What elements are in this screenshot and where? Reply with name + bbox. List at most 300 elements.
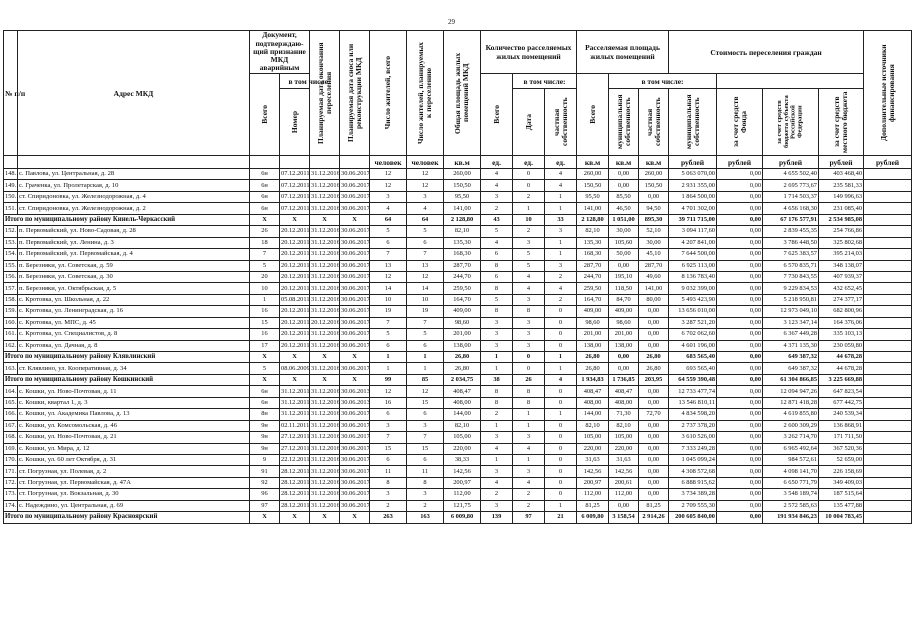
table-cell: 85 (407, 374, 444, 385)
table-cell: 30.06.2017 (340, 477, 370, 488)
address-cell: ст. Погрузная, ул. Полевая, д. 2 (18, 466, 250, 477)
table-cell: 287,70 (639, 260, 669, 271)
table-cell: 9 032 399,00 (669, 283, 717, 294)
table-cell: 0,00 (717, 226, 763, 237)
cost-total-header: Всего (587, 105, 597, 124)
table-row (4, 283, 912, 294)
table-cell: 3 (481, 340, 513, 351)
unit-cell (18, 156, 250, 169)
table-row (4, 397, 912, 408)
table-cell: 26,80 (444, 352, 481, 363)
table-cell: 0,00 (609, 500, 639, 511)
table-cell: 0,00 (717, 363, 763, 374)
table-cell: 0,00 (717, 443, 763, 454)
table-cell: 12 (370, 169, 407, 180)
count-private-header: частная собственность (551, 97, 569, 147)
area-total-header: Всего (491, 105, 501, 124)
table-cell: 6 (407, 454, 444, 465)
table-cell: 144,00 (577, 409, 609, 420)
table-cell: 31.12.2016 (310, 283, 340, 294)
table-cell: 3 (481, 329, 513, 340)
table-cell: 1 (545, 352, 577, 363)
table-cell: 05.08.2011 (280, 294, 310, 305)
table-cell: 12 (370, 386, 407, 397)
table-cell: 8 (481, 386, 513, 397)
table-cell: 43 (481, 214, 513, 225)
table-cell: 6 009,80 (577, 512, 609, 523)
table-cell: 348 138,07 (819, 260, 864, 271)
table-cell: 14 (370, 283, 407, 294)
table-cell: X (340, 374, 370, 385)
table-cell: 408,47 (577, 386, 609, 397)
table-cell: 3 (481, 317, 513, 328)
address-cell: с. Кротовка, ул. Ленинградская, д. 16 (18, 306, 250, 317)
table-cell: 50,00 (609, 249, 639, 260)
table-cell: 3 (513, 329, 545, 340)
table-cell: 150,50 (577, 180, 609, 191)
table-cell: 0,00 (717, 500, 763, 511)
table-cell (864, 226, 912, 237)
table-cell: 10 (250, 283, 280, 294)
table-cell: 6 888 915,62 (669, 477, 717, 488)
unit-cell: кв.м (609, 156, 639, 169)
table-cell: 0,00 (609, 180, 639, 191)
table-cell: 11 (370, 466, 407, 477)
table-cell: 1 (545, 249, 577, 260)
table-cell: 91 (250, 466, 280, 477)
table-cell: 80,00 (639, 294, 669, 305)
row-number-cell: 158. (4, 294, 18, 305)
table-cell: 64 (407, 214, 444, 225)
table-cell (864, 169, 912, 180)
table-cell: 4 (545, 169, 577, 180)
table-cell: 142,56 (577, 466, 609, 477)
table-cell: 30.06.2017 (340, 283, 370, 294)
table-cell: 3 (370, 489, 407, 500)
table-cell (864, 500, 912, 511)
table-cell (864, 329, 912, 340)
row-number-cell: 164. (4, 386, 18, 397)
table-cell: 64 559 390,48 (669, 374, 717, 385)
table-cell: 7 730 843,55 (763, 271, 819, 282)
table-cell: 31.12.2016 (310, 500, 340, 511)
table-cell: 31.12.2016 (310, 237, 340, 248)
table-cell: 5 (250, 363, 280, 374)
table-cell: 164,70 (577, 294, 609, 305)
row-number-cell: 156. (4, 271, 18, 282)
table-cell: 5 (370, 226, 407, 237)
table-row (4, 329, 912, 340)
table-cell: 07.12.2011 (280, 203, 310, 214)
table-cell: 30.06.2017 (340, 237, 370, 248)
table-cell: 20.12.2016 (310, 317, 340, 328)
table-cell: 30.06.2017 (340, 169, 370, 180)
table-cell: 4 656 168,30 (763, 203, 819, 214)
table-cell: 19 (370, 306, 407, 317)
table-cell: 22.12.2011 (280, 454, 310, 465)
address-cell: п. Первомайский, ул. Ново-Садовая, д. 28 (18, 226, 250, 237)
table-cell (864, 283, 912, 294)
table-cell: 408,00 (577, 397, 609, 408)
row-number-cell: 167. (4, 420, 18, 431)
table-cell: 0,00 (717, 409, 763, 420)
row-number-cell: 161. (4, 329, 18, 340)
address-cell: с. Кошки, ул. Академика Павлова, д. 13 (18, 409, 250, 420)
table-cell: 30.06.2017 (340, 409, 370, 420)
row-number-cell: 159. (4, 306, 18, 317)
table-cell: 15 (407, 397, 444, 408)
table-cell: 4 834 598,20 (669, 409, 717, 420)
table-cell: 0,00 (639, 466, 669, 477)
table-cell: 3 123 347,14 (763, 317, 819, 328)
table-cell: 0 (545, 443, 577, 454)
table-cell: 3 (481, 500, 513, 511)
table-cell: 2 914,26 (639, 512, 669, 523)
table-cell: 3 (407, 191, 444, 202)
unit-cell: человек (370, 156, 407, 169)
table-cell: 1 (407, 363, 444, 374)
table-cell: 31.12.2011 (280, 386, 310, 397)
table-cell: 200,97 (577, 477, 609, 488)
table-cell: 2 (513, 226, 545, 237)
table-cell: 231 085,40 (819, 203, 864, 214)
table-cell: 31.12.2016 (310, 329, 340, 340)
table-cell: 1 (513, 203, 545, 214)
table-cell: 0,00 (717, 329, 763, 340)
table-cell: 0,00 (639, 306, 669, 317)
table-cell: 26,80 (639, 363, 669, 374)
table-cell (864, 409, 912, 420)
table-cell: 02.11.2011 (280, 420, 310, 431)
table-cell: 4 (545, 180, 577, 191)
table-cell: 254 766,86 (819, 226, 864, 237)
table-cell: 12 094 947,26 (763, 386, 819, 397)
table-cell: 141,00 (444, 203, 481, 214)
table-cell: 0,00 (717, 271, 763, 282)
table-cell: 3 (481, 466, 513, 477)
table-cell: 2 839 455,35 (763, 226, 819, 237)
table-cell: 112,00 (444, 489, 481, 500)
table-cell: 0,00 (717, 169, 763, 180)
address-cell: с. Кошки, ул. Ново-Почтовая, д. 11 (18, 386, 250, 397)
table-cell: 19 (407, 306, 444, 317)
table-cell: 0 (545, 329, 577, 340)
table-cell: 0,00 (717, 294, 763, 305)
address-cell: ст. Клявлино, ул. Кооперативная, д. 34 (18, 363, 250, 374)
table-cell: 0 (545, 466, 577, 477)
table-cell: 4 371 135,30 (763, 340, 819, 351)
table-cell: 28.12.2011 (280, 489, 310, 500)
table-cell: 21 (545, 512, 577, 523)
table-cell: 2 (370, 500, 407, 511)
table-cell (864, 512, 912, 523)
table-cell: 94,50 (639, 203, 669, 214)
resettlement-table (3, 30, 912, 524)
table-cell (864, 352, 912, 363)
unit-cell: человек (407, 156, 444, 169)
table-cell: 4 (545, 374, 577, 385)
table-cell: 92 (250, 477, 280, 488)
table-cell: 112,00 (577, 489, 609, 500)
row-number-cell: 155. (4, 260, 18, 271)
table-cell: 6 (481, 271, 513, 282)
table-row (4, 271, 912, 282)
address-cell: п. Березняки, ул. Советская, д. 30 (18, 271, 250, 282)
table-cell: 82,10 (444, 420, 481, 431)
group-count-header: Количество расселяемых жилых помещений (481, 31, 577, 74)
table-cell: 144,00 (444, 409, 481, 420)
table-cell: 263 (370, 512, 407, 523)
table-cell: 0,00 (639, 317, 669, 328)
table-cell: 6 (481, 249, 513, 260)
col-residents-header: Число жителей, всего (383, 56, 393, 130)
table-cell: 649 387,32 (763, 352, 819, 363)
table-cell: 0 (513, 352, 545, 363)
table-cell: 0 (545, 340, 577, 351)
section-total-label: Итого по муниципальному району Кинель-Черкасский (4, 214, 250, 225)
table-cell: 0,00 (639, 432, 669, 443)
table-cell: 3 (370, 191, 407, 202)
table-cell: 31.12.2016 (310, 226, 340, 237)
table-cell: 138,00 (609, 340, 639, 351)
table-row (4, 169, 912, 180)
col-document-header: Документ, подтверждаю-щий признание МКД аварийным (250, 31, 310, 74)
table-cell: 12 (407, 169, 444, 180)
table-cell: 200,61 (609, 477, 639, 488)
table-cell: 26,80 (444, 363, 481, 374)
table-cell: 432 652,45 (819, 283, 864, 294)
table-cell: 135,30 (444, 237, 481, 248)
table-cell: 7 (407, 432, 444, 443)
table-cell: X (280, 214, 310, 225)
table-row (4, 386, 912, 397)
table-cell: 1 (481, 420, 513, 431)
table-cell: X (340, 512, 370, 523)
table-cell: 408,00 (609, 397, 639, 408)
table-cell: 226 158,69 (819, 466, 864, 477)
table-cell: 0 (545, 397, 577, 408)
table-cell: 0,00 (717, 477, 763, 488)
table-cell: 28.12.2011 (280, 477, 310, 488)
section-total-label: Итого по муниципальному району Красноярский (4, 512, 250, 523)
table-cell: 9 229 834,53 (763, 283, 819, 294)
table-cell: 287,70 (444, 260, 481, 271)
table-cell: 0,00 (609, 352, 639, 363)
table-cell: 0,00 (639, 397, 669, 408)
table-cell: 8 (481, 306, 513, 317)
table-cell: 30.06.2017 (340, 249, 370, 260)
table-cell: 12 871 418,28 (763, 397, 819, 408)
table-cell: 98,60 (609, 317, 639, 328)
table-cell: 259,50 (577, 283, 609, 294)
table-cell: 2 572 585,63 (763, 500, 819, 511)
table-cell: 3 (545, 226, 577, 237)
unit-cell: кв.м (639, 156, 669, 169)
table-cell: 6 (407, 409, 444, 420)
table-cell: 4 (513, 271, 545, 282)
table-cell: 7 644 500,00 (669, 249, 717, 260)
row-number-cell: 162. (4, 340, 18, 351)
table-cell: 15 (370, 443, 407, 454)
table-cell: 9н (250, 420, 280, 431)
table-cell: 7 625 383,57 (763, 249, 819, 260)
section-total-row (4, 512, 912, 523)
table-cell: 0 (545, 432, 577, 443)
table-cell: 20.12.2011 (280, 283, 310, 294)
table-cell: 07.12.2011 (280, 191, 310, 202)
table-cell: 3 (513, 237, 545, 248)
table-cell: 0,00 (609, 363, 639, 374)
table-cell: 52,10 (639, 226, 669, 237)
table-cell: 20.12.2011 (280, 306, 310, 317)
table-cell: 6 965 492,64 (763, 443, 819, 454)
address-cell: с. Кошки, ул. Мира, д. 12 (18, 443, 250, 454)
section-total-row (4, 352, 912, 363)
unit-cell: рублей (669, 156, 717, 169)
table-cell: 141,00 (577, 203, 609, 214)
section-total-label: Итого по муниципальному району Кошкинский (4, 374, 250, 385)
table-cell: 0,00 (717, 512, 763, 523)
table-cell: 260,00 (639, 169, 669, 180)
table-cell: 3 (513, 294, 545, 305)
unit-cell (250, 156, 280, 169)
table-cell: 30.06.2017 (340, 226, 370, 237)
cost-fund-header: за счет средств Фонда (730, 96, 748, 148)
address-cell: с. Кротовка, ул. Специалистов, д. 8 (18, 329, 250, 340)
table-cell: 13 (407, 260, 444, 271)
table-cell: 409,00 (444, 306, 481, 317)
table-cell: 12 973 049,10 (763, 306, 819, 317)
table-cell: 1 (545, 191, 577, 202)
table-cell (864, 203, 912, 214)
table-cell: 6 (370, 340, 407, 351)
table-cell: 30.06.2013 (340, 397, 370, 408)
table-cell (864, 317, 912, 328)
address-cell: с. Кротовка, ул. МПС, д. 45 (18, 317, 250, 328)
table-cell: 6н (250, 397, 280, 408)
cost-in-number-header: в том числе: (609, 74, 717, 89)
table-cell: 82,10 (609, 420, 639, 431)
table-cell: 97 (513, 512, 545, 523)
table-cell: 0,00 (717, 374, 763, 385)
table-cell: 98,60 (444, 317, 481, 328)
address-cell: с. Надеждино, ул. Центральная, д. 69 (18, 500, 250, 511)
unit-cell (280, 156, 310, 169)
table-cell: 46,50 (609, 203, 639, 214)
row-number-cell: 173. (4, 489, 18, 500)
table-cell: 9н (250, 432, 280, 443)
table-cell: 0 (513, 169, 545, 180)
table-cell: 4 (407, 203, 444, 214)
table-cell: 3 287 521,20 (669, 317, 717, 328)
table-row (4, 420, 912, 431)
table-cell: 4 655 502,40 (763, 169, 819, 180)
table-cell: 1 (513, 409, 545, 420)
table-cell: 31.12.2016 (310, 443, 340, 454)
col-planned-demolish-header: Планируемая дата сноса или реконструкции МКД (345, 43, 363, 143)
table-cell: 1 (545, 500, 577, 511)
table-cell: 142,56 (444, 466, 481, 477)
table-cell: 244,70 (577, 271, 609, 282)
section-total-label: Итого по муниципальному району Клявлинский (4, 352, 250, 363)
table-cell: 16 (250, 329, 280, 340)
table-cell: 16 (370, 397, 407, 408)
table-cell: 649 387,32 (763, 363, 819, 374)
table-cell: 2 128,80 (444, 214, 481, 225)
table-cell: 1 (370, 352, 407, 363)
unit-cell: ед. (481, 156, 513, 169)
table-cell: 0 (545, 306, 577, 317)
table-cell: 44 678,28 (819, 363, 864, 374)
table-cell: 31.12.2016 (310, 340, 340, 351)
table-cell: X (250, 352, 280, 363)
table-cell: 0,00 (639, 191, 669, 202)
table-cell: 6н (250, 386, 280, 397)
table-cell: 2 (481, 409, 513, 420)
table-row (4, 191, 912, 202)
table-cell: 4 (481, 169, 513, 180)
table-cell: 138,00 (444, 340, 481, 351)
table-cell: 67 176 577,91 (763, 214, 819, 225)
row-number-cell: 152. (4, 226, 18, 237)
col-number-header: № п/п (4, 31, 18, 156)
table-cell: 8 (370, 477, 407, 488)
unit-cell (310, 156, 340, 169)
table-cell: 3 (407, 420, 444, 431)
table-cell: 0 (545, 489, 577, 500)
table-cell: 121,75 (444, 500, 481, 511)
table-cell: 6 (407, 237, 444, 248)
table-cell: 10 004 783,45 (819, 512, 864, 523)
table-cell: 2 (407, 500, 444, 511)
address-cell: ст. Погрузная, ул. Вокзальная, д. 30 (18, 489, 250, 500)
row-number-cell: 171. (4, 466, 18, 477)
table-cell (864, 260, 912, 271)
table-cell: 30.06.2017 (340, 489, 370, 500)
table-cell: 287,70 (577, 260, 609, 271)
table-cell: 3 (513, 432, 545, 443)
table-cell: 195,10 (609, 271, 639, 282)
table-cell: 8 (513, 306, 545, 317)
table-cell: 30.06.2017 (340, 454, 370, 465)
table-cell (864, 191, 912, 202)
table-cell: 5 (513, 249, 545, 260)
table-cell: 30.06.2017 (340, 203, 370, 214)
table-cell: 135,30 (577, 237, 609, 248)
table-cell: 0,00 (717, 317, 763, 328)
table-cell: 4 (513, 443, 545, 454)
row-number-cell: 163. (4, 363, 18, 374)
table-cell: 2 (545, 294, 577, 305)
table-cell: X (280, 352, 310, 363)
table-cell: 138,00 (577, 340, 609, 351)
table-cell: 95,50 (444, 191, 481, 202)
table-cell: 4 (513, 283, 545, 294)
table-cell: 3 (407, 489, 444, 500)
table-cell: 1 (407, 352, 444, 363)
table-cell (864, 237, 912, 248)
unit-cell: рублей (819, 156, 864, 169)
address-cell: ст. Погрузная, ул. Первомайская, д. 47А (18, 477, 250, 488)
table-cell: 28.12.2011 (280, 466, 310, 477)
table-cell: 10 (513, 214, 545, 225)
col-planned-end-header: Планируемая дата окончания переселения (315, 42, 333, 144)
table-row (4, 443, 912, 454)
row-number-cell: 166. (4, 409, 18, 420)
table-cell: 1 (545, 363, 577, 374)
table-cell: 6н (250, 191, 280, 202)
table-cell: 8 136 783,40 (669, 271, 717, 282)
